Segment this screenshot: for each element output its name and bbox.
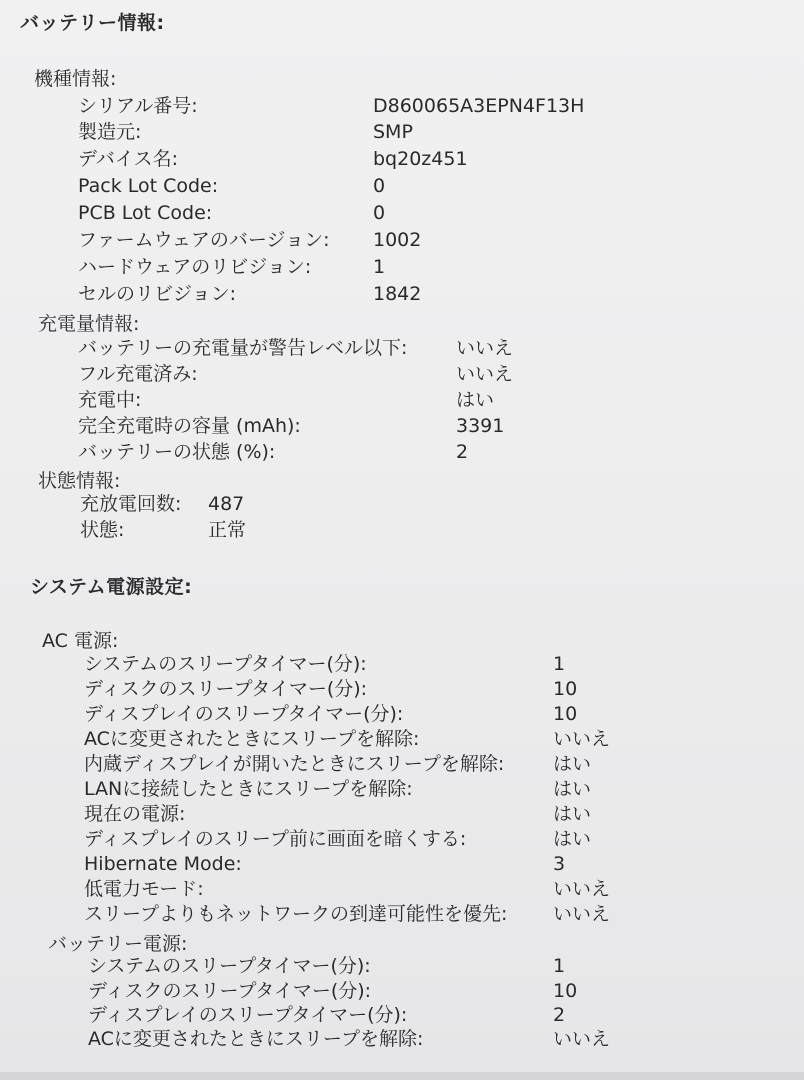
row-value: 正常 [208, 519, 247, 541]
row-value: 10 [553, 980, 578, 1002]
row-value: いいえ [456, 337, 514, 359]
row-label: Hibernate Mode: [84, 853, 242, 875]
row-value: D860065A3EPN4F13H [373, 95, 585, 117]
ac-power-title: AC 電源: [42, 630, 119, 652]
model-info-title: 機種情報: [34, 68, 117, 90]
row-label: シリアル番号: [78, 95, 198, 117]
row-label: バッテリーの状態 (%): [78, 441, 276, 463]
row-label: セルのリビジョン: [78, 283, 237, 305]
row-value: いいえ [553, 728, 611, 750]
row-label: ディスプレイのスリープタイマー(分): [88, 1004, 408, 1026]
row-value: 10 [553, 678, 578, 700]
row-label: スリープよりもネットワークの到達可能性を優先: [84, 903, 508, 925]
row-label: PCB Lot Code: [78, 202, 213, 224]
row-value: 1 [553, 955, 566, 977]
row-value: 3391 [456, 415, 505, 437]
row-label: バッテリーの充電量が警告レベル以下: [78, 337, 408, 359]
row-value: 2 [553, 1004, 566, 1026]
row-label: ハードウェアのリビジョン: [78, 256, 312, 278]
row-value: いいえ [553, 903, 611, 925]
row-value: 487 [208, 493, 245, 515]
row-value: 1 [373, 256, 386, 278]
row-label: 充電中: [78, 389, 142, 411]
row-value: いいえ [553, 1028, 611, 1050]
row-value: いいえ [456, 363, 514, 385]
row-value: 1842 [373, 283, 422, 305]
row-label: デバイス名: [78, 148, 179, 170]
row-label: ディスプレイのスリープ前に画面を暗くする: [84, 828, 467, 850]
row-value: 1 [553, 653, 566, 675]
row-label: LANに接続したときにスリープを解除: [84, 778, 413, 800]
row-value: はい [553, 828, 592, 850]
row-label: 内蔵ディスプレイが開いたときにスリープを解除: [84, 753, 505, 775]
row-label: フル充電済み: [78, 363, 198, 385]
row-label: システムのスリープタイマー(分): [88, 955, 371, 977]
row-label: 現在の電源: [84, 803, 186, 825]
window-bottom-edge [0, 1072, 804, 1080]
row-label: 状態: [80, 519, 125, 541]
row-label: ACに変更されたときにスリープを解除: [84, 728, 420, 750]
row-label: ディスプレイのスリープタイマー(分): [84, 703, 404, 725]
row-label: ディスクのスリープタイマー(分): [84, 678, 368, 700]
row-value: 3 [553, 853, 566, 875]
row-label: 充放電回数: [80, 493, 182, 515]
row-value: bq20z451 [373, 148, 468, 170]
battery-power-title: バッテリー電源: [48, 933, 188, 955]
row-value: はい [553, 753, 592, 775]
row-label: 低電力モード: [84, 878, 204, 900]
row-label: 製造元: [78, 121, 142, 143]
row-value: 1002 [373, 229, 422, 251]
row-value: はい [553, 803, 592, 825]
row-label: ディスクのスリープタイマー(分): [88, 980, 372, 1002]
row-value: はい [553, 778, 592, 800]
status-info-title: 状態情報: [38, 470, 121, 492]
row-label: 完全充電時の容量 (mAh): [78, 415, 301, 437]
row-label: Pack Lot Code: [78, 175, 219, 197]
row-label: ファームウェアのバージョン: [78, 229, 330, 251]
row-value: 0 [373, 202, 386, 224]
power-settings-heading: システム電源設定: [30, 576, 193, 598]
row-label: システムのスリープタイマー(分): [84, 653, 367, 675]
charge-info-title: 充電量情報: [38, 313, 140, 335]
row-label: ACに変更されたときにスリープを解除: [88, 1028, 424, 1050]
row-value: 2 [456, 441, 469, 463]
battery-info-heading: バッテリー情報: [20, 12, 165, 34]
row-value: SMP [373, 121, 413, 143]
row-value: 10 [553, 703, 578, 725]
row-value: 0 [373, 175, 386, 197]
row-value: はい [456, 389, 495, 411]
row-value: いいえ [553, 878, 611, 900]
